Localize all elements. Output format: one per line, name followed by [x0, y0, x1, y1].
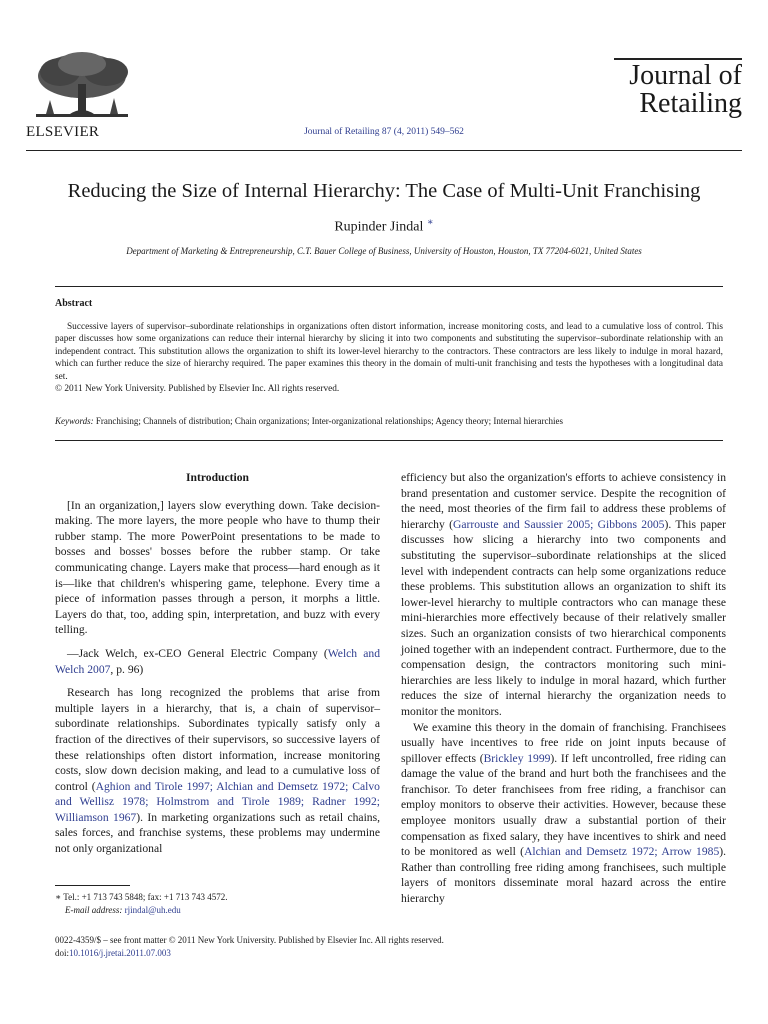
- left-column: [55, 470, 380, 857]
- doi-link[interactable]: 10.1016/j.jretai.2011.07.003: [69, 948, 171, 958]
- journal-name-line2: Retailing: [639, 88, 742, 119]
- tree-icon: [26, 50, 138, 122]
- doi-line: [55, 947, 444, 960]
- journal-logo: [612, 62, 742, 118]
- footnote-contact: [55, 891, 227, 904]
- abstract-paragraph: Successive layers of supervisor–subordinate relationships in organizations often distort information, increase monitoring costs, and lead to a cumulative loss of control. This paper discusses how some organizations can reduce their internal hierarchy by slicing it into two components and substituting the supervisor–subordinate relationship with an independent contract. This substitution allows the organization to shift its lower-level hierarchy to the contractors. These contractors are less likely to indulge in moral hazard, which can further reduce the size of hierarchy required. The paper examines this theory in the domain of multi-unit franchising and tests the hypotheses with a longitudinal data set.: [55, 322, 723, 382]
- epigraph-attribution-tail: , p. 96): [110, 662, 144, 676]
- body-paragraph: [401, 720, 726, 907]
- keywords-list: Franchising; Channels of distribution; Chain organizations; Inter-organizational relationships; Agency theory; Internal hierarchies: [95, 416, 564, 426]
- issn-line: 0022-4359/$ – see front matter © 2011 New York University. Published by Elsevier Inc. All rights reserved.: [55, 935, 444, 945]
- doi-label: doi:: [55, 948, 70, 958]
- keywords-line: [55, 416, 723, 426]
- abstract-bottom-rule: [55, 440, 723, 441]
- journal-name-line1: Journal of: [629, 60, 742, 91]
- article-title: Reducing the Size of Internal Hierarchy: The Case of Multi-Unit Franchising: [67, 180, 701, 202]
- journal-citation[interactable]: Journal of Retailing 87 (4, 2011) 549–562: [304, 127, 464, 137]
- citation-link-garrouste[interactable]: Garrouste and Saussier 2005; Gibbons 2005: [452, 517, 665, 531]
- email-link[interactable]: rjindal@uh.edu: [124, 905, 181, 915]
- body-text: We examine this theory in the domain of franchising. Franchisees usually have incentives to free ride on joint inputs because of spillover effects (: [401, 720, 726, 765]
- body-paragraph: [401, 470, 726, 720]
- author-name: Rupinder Jindal: [334, 219, 424, 235]
- citation-link-brickley[interactable]: Brickley 1999: [483, 751, 551, 765]
- citation-link-welch[interactable]: Welch and Welch 2007: [55, 646, 380, 676]
- author-footnote: [55, 891, 227, 917]
- abstract-body: [55, 321, 723, 395]
- body-text: ). Rather than controlling free riding among franchisees, such multiple layers of monitors disseminate moral hazard across the entire hierarchy: [401, 845, 727, 906]
- epigraph-attribution-text: —Jack Welch, ex-CEO General Electric Company (: [67, 646, 328, 660]
- abstract-top-rule: [55, 286, 723, 287]
- citation-link-group[interactable]: Aghion and Tirole 1997; Alchian and Demsetz 1972; Calvo and Wellisz 1978; Holmstrom and Tirole 1989; Radner 1992; Williamson 1967: [55, 779, 380, 824]
- publisher-name: ELSEVIER: [26, 124, 100, 140]
- page-footer: [55, 934, 444, 960]
- section-heading-introduction: Introduction: [186, 471, 249, 484]
- citation-link-alchian[interactable]: Alchian and Demsetz 1972; Arrow 1985: [524, 845, 720, 859]
- epigraph-attribution: [55, 646, 380, 677]
- body-text: ). In marketing organizations such as retail chains, sales forces, and franchise systems, these problems may undermine not only organizational: [55, 810, 381, 856]
- body-text: Research has long recognized the problems that arise from multiple layers in a hierarchy, that is, a chain of supervisor–subordinate relationships. Subordinates typically satisfy only a fraction of the directives of their supervisors, so successive layers of these relationships often distort information, increase monitoring costs, slow down decision making, and lead to a cumulative loss of control (: [55, 686, 380, 793]
- footnote-phone: Tel.: +1 713 743 5848; fax: +1 713 743 4572.: [63, 892, 228, 902]
- body-text: ). If left uncontrolled, free riding can damage the value of the brand and hurt both the franchisees and the franchisor. To deter franchisees from free riding, a franchisor can employ monitors to observe their activities. However, because these employee monitors usually draw a substantial portion of their compensation as fixed salary, they have incentives to shirk and need to be monitored as well (: [401, 751, 726, 859]
- author-line: [26, 217, 742, 236]
- author-footnote-mark[interactable]: ∗: [426, 217, 434, 228]
- abstract-copyright: © 2011 New York University. Published by Elsevier Inc. All rights reserved.: [55, 384, 340, 395]
- right-column: [401, 470, 726, 907]
- footnote-rule: [55, 885, 130, 886]
- body-text: ). This paper discusses how slicing a hierarchy into two components and substituting the supervisor–subordinate relationships at the sliced level with independent contracts can help some organizations reduce these problems. This substitution allows an organization to shift its lower-level hierarchy to multiple contractors who can manage these mini-hierarchies more effectively because of their relatively smaller sizes. Such an organization consists of two hierarchical components joined together with an independent contract. Furthermore, due to the compensation design, the contractors monitoring such mini-hierarchies are less likely to indulge in moral hazard, which further reduces the size of internal hierarchy the organization needs to monitor the monitors.: [401, 517, 727, 718]
- body-paragraph: [55, 685, 380, 857]
- footnote-email-line: [55, 904, 227, 917]
- header-divider: [26, 150, 742, 151]
- body-text: efficiency but also the organization's efforts to achieve consistency in brand presentation and customer service. Despite the recognition of the need, most theories of the firm fail to address these problems of hierarchy (: [401, 471, 726, 531]
- author-affiliation: Department of Marketing & Entrepreneurship, C.T. Bauer College of Business, University of Houston, Houston, TX 77204-6021, United States: [126, 246, 642, 256]
- footnote-mark: ∗: [55, 892, 62, 902]
- keywords-label: Keywords:: [55, 416, 94, 426]
- abstract-heading: Abstract: [55, 298, 93, 309]
- epigraph-quote: [In an organization,] layers slow everything down. Take decision-making. The more layers, the more people who have to thump their rubber stamp. The more PowerPoint presentations to be made to bosses and bosses' bosses before the rubber stamp. Or take communicating change. Layers make that process—hard enough as it is—like that children's whispering game, telephone. Every time a piece of information passes through a person, it morphs a little. Layers do that, too, adding spin, interpretation, and buzz with every telling.: [55, 498, 380, 637]
- email-label: E-mail address:: [65, 905, 123, 915]
